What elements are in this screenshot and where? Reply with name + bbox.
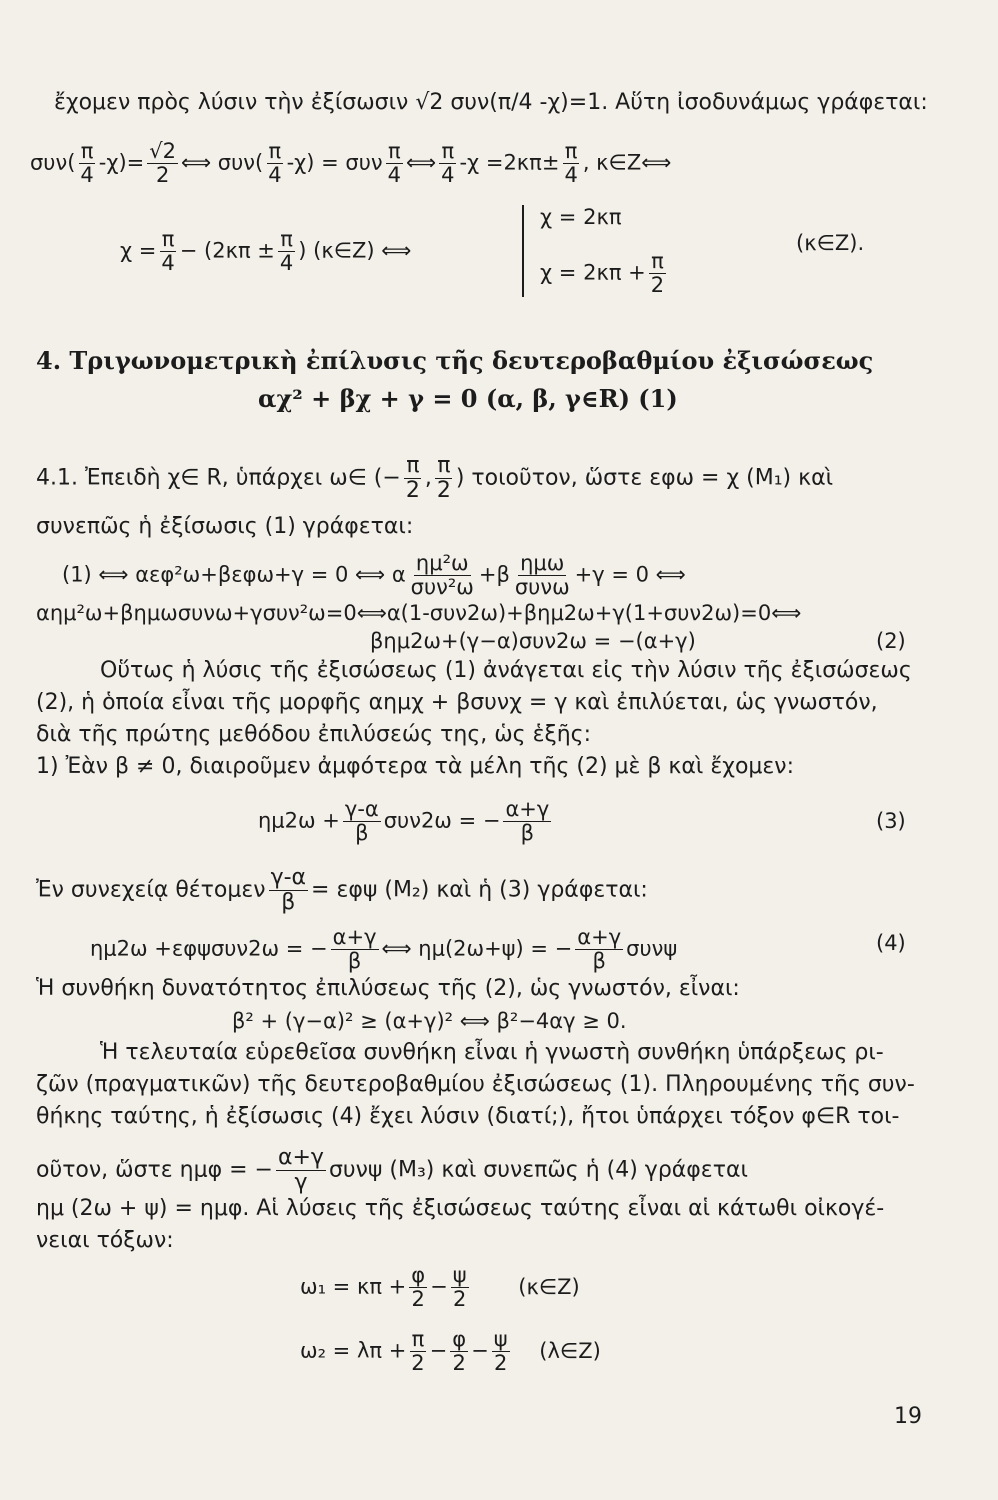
numerator: ημω [520,551,565,575]
text-line-16-content: Ἡ συνθήκη δυνατότητος ἐπιλύσεως τῆς (2), ὡς γνωστόν, εἶναι: [36,976,740,1001]
numerator: π [437,453,451,478]
denominator: 4 [387,163,401,188]
denominator: 2 [650,273,665,298]
numerator: ψ [452,1263,467,1287]
denominator: 4 [80,163,94,188]
numerator: π [406,453,420,478]
denominator: γ [294,1170,308,1196]
eq-part: βημ2ω+(γ−α)συν2ω = −(α+γ) [370,629,696,653]
text-line-19-content: ζῶν (πραγματικῶν) τῆς δευτεροβαθμίου ἐξισώσεως (1). Πληρουμένης τῆς συν- [36,1072,915,1097]
eq-part: Ἐν συνεχείᾳ θέτομεν [36,877,266,903]
text-line-16 [36,974,740,1004]
text-line-10-content: (2), ἡ ὁποία εἶναι τῆς μορφῆς αημχ + βσυνχ = γ καὶ ἐπιλύεται, ὡς γνωστόν, [36,690,878,715]
eq-part: ⟺ συν( [181,150,264,175]
eq-part: = εφψ (Μ₂) καὶ ἡ (3) γράφεται: [311,877,648,903]
eq-part: β² + (γ−α)² ≥ (α+γ)² ⟺ β²−4αγ ≥ 0. [232,1009,627,1033]
eq-part: ω₁ = κπ + [300,1274,407,1299]
fraction [451,1264,469,1311]
eq-part: -χ) = συν [286,150,383,175]
fraction [343,798,381,845]
equation-line-8 [370,626,696,656]
denominator: 2 [493,1351,508,1376]
denominator: συν²ω [410,575,474,600]
eq-part: συν2ω = − [383,808,501,833]
denominator: β [355,821,369,846]
page-number [894,1404,922,1429]
text-line-22 [36,1194,884,1224]
eq-part: +γ = 0 ⟺ [574,562,686,587]
page-number-text: 19 [894,1404,922,1429]
equation-line-2 [30,140,671,187]
text-line-22-content: ημ (2ω + ψ) = ημφ. Αἱ λύσεις τῆς ἐξισώσεως ταύτης εἶναι αἱ κάτωθι οἰκογέ- [36,1196,885,1221]
text-line-10 [36,688,878,718]
numerator: π [80,139,94,163]
numerator: φ [411,1263,426,1287]
fraction [562,140,579,187]
denominator: συνω [514,575,570,600]
numerator: √2 [149,139,177,163]
eq-part: χ = 2κπ [540,205,622,229]
fraction [649,250,666,297]
fraction [575,926,623,973]
fraction [386,140,403,187]
fraction [450,1328,468,1375]
fraction [266,140,283,187]
system-brace [522,205,524,297]
text-line-18-content: Ἡ τελευταία εὑρεθεῖσα συνθήκη εἶναι ἡ γνωστὴ συνθήκη ὑπάρξεως ρι- [100,1040,884,1065]
section-heading-title: 4. Τριγωνομετρικὴ ἐπίλυσις τῆς δευτεροβαθμίου ἐξισώσεως [36,346,874,375]
eq-number: (3) [876,809,906,833]
denominator: 4 [441,163,455,188]
system-line-2 [540,250,669,297]
numerator: γ-α [270,865,307,890]
system-suffix [796,228,864,258]
numerator: π [651,249,664,273]
fraction [439,140,456,187]
equation-number-2 [876,626,906,656]
eq-part: -χ =2κπ± [459,150,560,175]
eq-part: ) τοιοῦτον, ὥστε εφω = χ (Μ₁) καὶ [455,465,834,491]
text-line-12 [36,752,794,782]
denominator: 4 [564,163,578,188]
numerator: π [387,139,401,163]
eq-part: συνψ [626,936,678,961]
denominator: 4 [268,163,282,188]
eq-part: − [429,1338,448,1363]
numerator: π [161,227,175,251]
denominator: 2 [411,1287,425,1312]
text-line-11 [36,720,591,750]
eq-part: ω₂ = λπ + [300,1338,407,1363]
denominator: β [347,949,362,974]
numerator: α+γ [577,925,622,949]
eq-part: αημ²ω+βημωσυνω+γσυν²ω=0⟺α(1-συν2ω)+βημ2ω+γ(1+συν2ω)=0⟺ [36,601,802,625]
eq-part: ⟺ ημ(2ω+ψ) = − [381,936,573,961]
fraction [78,140,95,187]
text-line-18 [100,1038,884,1068]
fraction [147,140,178,187]
eq-part: − [430,1274,448,1299]
eq-number: (2) [876,629,906,653]
equation-number-3 [876,806,906,836]
eq-part: οῦτον, ὥστε ημφ = − [36,1157,273,1183]
eq-part: χ = [120,238,157,263]
fraction [269,866,308,915]
section-heading-equation [258,384,678,414]
numerator: ημ²ω [415,551,469,575]
text-line-21 [36,1146,748,1195]
equation-number-4 [876,928,906,958]
eq-part: ημ2ω + [258,808,340,833]
system-line-1 [540,202,621,232]
numerator: π [280,227,293,251]
equation-omega-1 [300,1264,580,1311]
numerator: π [268,139,282,163]
eq-part: 4.1. Ἐπειδὴ χ∈ R, ὑπάρχει ω∈ (− [36,465,401,491]
numerator: ψ [493,1327,508,1351]
eq-part: -χ)= [98,150,145,175]
numerator: α+γ [277,1145,324,1170]
text-line-20 [36,1102,899,1132]
numerator: π [441,139,455,163]
denominator: 2 [452,1351,466,1376]
numerator: π [411,1327,425,1351]
fraction [503,798,551,845]
text-line-23-content: νειαι τόξων: [36,1228,174,1253]
fraction [409,1264,427,1311]
text-line-5 [36,512,413,542]
denominator: 4 [279,251,294,276]
denominator: 2 [411,1351,425,1376]
eq-part: ) (κ∈Ζ) ⟺ [298,238,412,263]
eq-part: χ = 2κπ + [540,260,646,285]
section-heading [36,346,873,376]
text-line-19 [36,1070,915,1100]
eq-part: +β [478,562,510,587]
numerator: γ-α [344,797,379,821]
fraction [435,454,453,503]
eq-part: ⟺ [405,150,437,175]
denominator: β [592,949,606,974]
fraction [276,1146,326,1195]
denominator: 2 [155,163,170,188]
eq-part: − [471,1338,489,1363]
eq-part: (κ∈Ζ). [796,231,865,255]
eq-part: (λ∈Ζ) [539,1338,601,1363]
equation-line-15 [90,926,677,973]
fraction [492,1328,510,1375]
fraction [278,228,295,275]
text-line-14 [36,866,648,915]
section-heading-eq: αχ² + βχ + γ = 0 (α, β, γ∈R) (1) [258,384,678,413]
equation-line-17 [232,1006,627,1036]
denominator: 4 [161,251,175,276]
text-line-12-content: 1) Ἐὰν β ≠ 0, διαιροῦμεν ἀμφότερα τὰ μέλη τῆς (2) μὲ β καὶ ἔχομεν: [36,754,794,779]
fraction [159,228,176,275]
numerator: α+γ [332,925,377,949]
equation-omega-2 [300,1328,601,1375]
eq-number: (4) [876,931,906,955]
numerator: φ [452,1327,467,1351]
fraction [404,454,422,503]
text-line-11-content: διὰ τῆς πρώτης μεθόδου ἐπιλύσεώς της, ὡς ἑξῆς: [36,722,592,747]
fraction [409,1328,426,1375]
equation-line-3 [120,228,411,275]
text-line-1 [54,88,928,118]
eq-part: (1) ⟺ αεφ²ω+βεφω+γ = 0 ⟺ α [62,562,406,587]
text-line-9-content: Οὕτως ἡ λύσις τῆς ἐξισώσεως (1) ἀνάγεται εἰς τὴν λύσιν τῆς ἐξισώσεως [100,658,912,683]
denominator: β [520,821,535,846]
text-line-23 [36,1226,174,1256]
text-line-20-content: θήκης ταύτης, ἡ ἐξίσωσις (4) ἔχει λύσιν (διατί;), ἤτοι ὑπάρχει τόξον φ∈R τοι- [36,1104,900,1129]
denominator: 2 [405,478,420,504]
denominator: 2 [436,478,451,504]
text-line-1-content: ἔχομεν πρὸς λύσιν τὴν ἐξίσωσιν √2 συν(π/4 -χ)=1. Αὕτη ἰσοδυνάμως γράφεται: [54,90,928,115]
eq-part: − (2κπ ± [179,238,275,263]
equation-line-7 [36,598,801,628]
fraction [513,552,572,599]
text-line-5-content: συνεπῶς ἡ ἐξίσωσις (1) γράφεται: [36,514,414,539]
denominator: β [281,890,296,916]
eq-part: , κ∈Ζ⟺ [582,150,672,175]
eq-part: ημ2ω +εφψσυν2ω = − [90,936,328,961]
eq-part: συνψ (Μ₃) καὶ συνεπῶς ἡ (4) γράφεται [328,1157,748,1183]
equation-line-6 [62,552,686,599]
equation-line-13 [258,798,554,845]
eq-part: , [424,465,432,491]
denominator: 2 [452,1287,467,1312]
fraction [331,926,379,973]
numerator: α+γ [505,797,550,821]
numerator: π [564,139,578,163]
text-line-4 [36,454,833,503]
eq-part: συν( [30,150,76,175]
eq-part: (κ∈Ζ) [518,1274,580,1299]
fraction [409,552,476,599]
text-line-9 [100,656,912,686]
